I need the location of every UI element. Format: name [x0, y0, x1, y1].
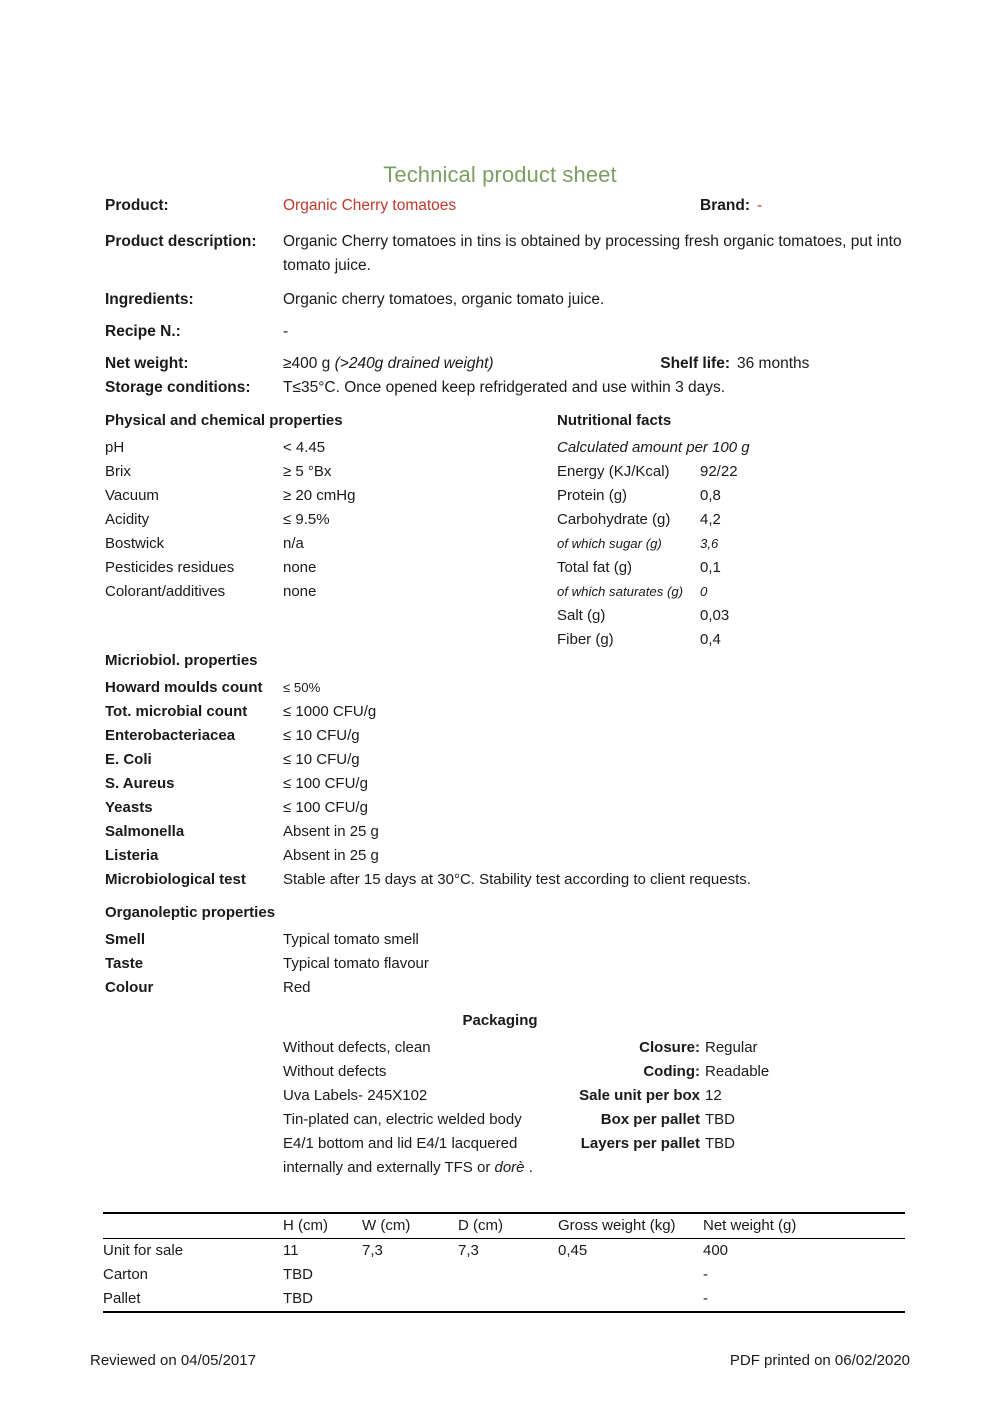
- table-row-label: Pallet: [103, 1290, 141, 1307]
- microbiological-property-row: [105, 868, 905, 892]
- packaging-right-row: [0, 1108, 735, 1132]
- microbiological-property-key: Listeria: [105, 847, 159, 864]
- nutrition-fact-key: Total fat (g): [557, 559, 633, 576]
- col-header-width: W (cm): [362, 1217, 411, 1234]
- organoleptic-property-key: Colour: [105, 979, 154, 996]
- microbiological-property-key: Microbiological test: [105, 871, 246, 888]
- footer-reviewed: Reviewed on 04/05/2017: [90, 1352, 256, 1369]
- shelf-life-value: 36 months: [737, 355, 810, 372]
- nutrition-fact-value: 0: [700, 584, 708, 599]
- packaging-right-row: [0, 1060, 770, 1084]
- product-description-label: Product description:: [105, 233, 257, 250]
- microbiological-property-row: [105, 748, 905, 772]
- table-row-label: Carton: [103, 1266, 149, 1283]
- table-cell: 0,45: [558, 1242, 588, 1259]
- packaging-right-row: [0, 1084, 722, 1108]
- packaging-right-row: [0, 1036, 758, 1060]
- microbiological-property-key: Salmonella: [105, 823, 185, 840]
- storage-value: T≤35°C. Once opened keep refridgerated and use within 3 days.: [283, 379, 726, 396]
- net-weight-note: (>240g drained weight): [334, 355, 494, 372]
- table-cell: [362, 1287, 458, 1312]
- dimensions-table-head: [103, 1213, 905, 1239]
- nutrition-fact-row: [557, 556, 917, 580]
- brand-label: Brand:: [700, 197, 750, 214]
- ingredients-label: Ingredients:: [105, 291, 194, 308]
- nutrition-fact-value: 0,8: [700, 487, 721, 504]
- physical-property-value: none: [283, 583, 317, 600]
- shelf-life-label: Shelf life:: [660, 355, 730, 372]
- physical-property-row: [105, 580, 525, 604]
- packaging-right-value: 12: [705, 1087, 722, 1104]
- packaging-left-value: internally and externally TFS or dorè .: [283, 1159, 533, 1176]
- packaging-left-value: Without defects, clean: [283, 1039, 431, 1056]
- organoleptic-property-row: [105, 928, 605, 952]
- recipe-value: -: [283, 323, 289, 340]
- microbiological-property-row: [105, 844, 905, 868]
- packaging-heading: Packaging: [462, 1012, 538, 1029]
- table-cell: TBD: [283, 1266, 313, 1283]
- col-header-gross-weight: Gross weight (kg): [558, 1217, 676, 1234]
- physical-property-value: n/a: [283, 535, 304, 552]
- packaging-right-value: TBD: [705, 1111, 735, 1128]
- packaging-left-value: Without defects: [283, 1063, 387, 1080]
- table-cell: 11: [283, 1242, 299, 1259]
- physical-property-row: [105, 460, 525, 484]
- nutrition-fact-row: [557, 580, 917, 604]
- nutritional-facts-subtitle: Calculated amount per 100 g: [557, 439, 750, 456]
- nutrition-fact-key: Protein (g): [557, 487, 628, 504]
- page-footer: [90, 1352, 910, 1369]
- microbiological-property-value: ≤ 10 CFU/g: [283, 751, 360, 768]
- packaging-right-label: Coding:: [643, 1063, 700, 1080]
- dimensions-table-body: [103, 1239, 905, 1313]
- nutrition-fact-row: [557, 508, 917, 532]
- packaging-right-list: [0, 1036, 770, 1156]
- col-header-net-weight: Net weight (g): [703, 1217, 797, 1234]
- organoleptic-properties-heading: Organoleptic properties: [105, 904, 276, 921]
- packaging-right-label: Box per pallet: [600, 1111, 700, 1128]
- physical-property-value: ≤ 9.5%: [283, 511, 330, 528]
- nutrition-fact-row: [557, 532, 917, 556]
- page-title: Technical product sheet: [383, 162, 617, 187]
- table-row: [103, 1263, 905, 1287]
- dimensions-table: [103, 1212, 905, 1313]
- microbiological-property-value: ≤ 50%: [283, 680, 321, 695]
- packaging-type-tail: .: [524, 1159, 533, 1176]
- physical-property-row: [105, 436, 525, 460]
- microbiological-property-row: [105, 772, 905, 796]
- organoleptic-properties-list: [105, 928, 605, 1000]
- nutrition-fact-value: 0,1: [700, 559, 721, 576]
- packaging-right-label: Layers per pallet: [580, 1135, 700, 1152]
- physical-property-row: [105, 532, 525, 556]
- nutrition-fact-value: 4,2: [700, 511, 721, 528]
- microbiological-property-value: Absent in 25 g: [283, 823, 379, 840]
- recipe-label: Recipe N.:: [105, 323, 181, 340]
- nutrition-fact-key: Salt (g): [557, 607, 606, 624]
- physical-property-key: Vacuum: [105, 487, 159, 504]
- col-header-height: H (cm): [283, 1217, 328, 1234]
- physical-property-value: none: [283, 559, 317, 576]
- microbiological-property-value: Stable after 15 days at 30°C. Stability test according to client requests.: [283, 871, 751, 888]
- organoleptic-property-value: Typical tomato flavour: [283, 955, 429, 972]
- microbiological-property-key: S. Aureus: [105, 775, 175, 792]
- packaging-right-label: Sale unit per box: [579, 1087, 700, 1104]
- organoleptic-property-key: Taste: [105, 955, 144, 972]
- microbiological-property-value: ≤ 100 CFU/g: [283, 799, 368, 816]
- packaging-right-value: TBD: [705, 1135, 735, 1152]
- product-row: [105, 194, 905, 217]
- nutrition-fact-key: of which sugar (g): [557, 536, 662, 551]
- physical-property-value: ≥ 20 cmHg: [283, 487, 356, 504]
- ingredients-row: [105, 288, 905, 311]
- ingredients-value: Organic cherry tomatoes, organic tomato juice.: [283, 291, 605, 308]
- physical-property-key: Pesticides residues: [105, 559, 235, 576]
- physical-property-row: [105, 484, 525, 508]
- table-row: [103, 1239, 905, 1264]
- nutrition-fact-key: Energy (KJ/Kcal): [557, 463, 670, 480]
- nutrition-fact-row: [557, 484, 917, 508]
- nutritional-facts-list: [557, 460, 917, 652]
- net-weight-row: [105, 352, 905, 375]
- packaging-right-row: [0, 1132, 735, 1156]
- brand-value: -: [757, 197, 763, 214]
- microbiological-properties-list: [105, 676, 905, 892]
- microbiological-property-key: Enterobacteriacea: [105, 727, 236, 744]
- nutrition-fact-key: Fiber (g): [557, 631, 614, 648]
- microbiological-property-value: Absent in 25 g: [283, 847, 379, 864]
- table-cell: [458, 1263, 558, 1287]
- table-cell: 7,3: [458, 1242, 479, 1259]
- nutrition-fact-key: Carbohydrate (g): [557, 511, 671, 528]
- footer-printed: PDF printed on 06/02/2020: [729, 1352, 910, 1369]
- table-header-row: [103, 1213, 905, 1239]
- packaging-right-value: Regular: [705, 1039, 758, 1056]
- physical-property-key: Colorant/additives: [105, 583, 226, 600]
- table-cell: TBD: [283, 1290, 313, 1307]
- microbiological-property-key: Howard moulds count: [105, 679, 263, 696]
- nutrition-fact-row: [557, 628, 917, 652]
- table-cell: [362, 1263, 458, 1287]
- microbiological-property-value: ≤ 1000 CFU/g: [283, 703, 377, 720]
- nutritional-facts-heading: Nutritional facts: [557, 412, 672, 429]
- physical-property-key: Brix: [105, 463, 131, 480]
- physical-property-key: pH: [105, 439, 125, 456]
- physical-property-value: < 4.45: [283, 439, 326, 456]
- packaging-right-label: Closure:: [639, 1039, 700, 1056]
- packaging-left-value: Tin-plated can, electric welded body: [283, 1111, 522, 1128]
- table-cell: [458, 1287, 558, 1312]
- table-cell: [558, 1263, 703, 1287]
- nutrition-fact-row: [557, 604, 917, 628]
- nutrition-fact-value: 3,6: [700, 536, 719, 551]
- product-value: Organic Cherry tomatoes: [283, 197, 457, 214]
- packaging-left-row: [0, 1156, 533, 1180]
- microbiological-property-row: [105, 820, 905, 844]
- table-cell: 7,3: [362, 1242, 383, 1259]
- product-description-row: [105, 230, 905, 278]
- table-row: [103, 1287, 905, 1312]
- nutrition-fact-row: [557, 460, 917, 484]
- physical-property-key: Bostwick: [105, 535, 165, 552]
- product-label: Product:: [105, 197, 169, 214]
- storage-label: Storage conditions:: [105, 379, 251, 396]
- packaging-left-value: Uva Labels- 245X102: [283, 1087, 428, 1104]
- nutrition-fact-value: 92/22: [700, 463, 738, 480]
- organoleptic-property-value: Red: [283, 979, 311, 996]
- microbiological-property-row: [105, 676, 905, 700]
- nutrition-fact-value: 0,03: [700, 607, 730, 624]
- col-header-depth: D (cm): [458, 1217, 503, 1234]
- organoleptic-property-row: [105, 976, 605, 1000]
- microbiological-property-key: E. Coli: [105, 751, 152, 768]
- organoleptic-property-value: Typical tomato smell: [283, 931, 419, 948]
- net-weight-label: Net weight:: [105, 355, 189, 372]
- table-cell: -: [703, 1290, 708, 1307]
- table-row-label: Unit for sale: [103, 1242, 184, 1259]
- packaging-right-value: Readable: [705, 1063, 770, 1080]
- recipe-row: [105, 320, 905, 343]
- microbiological-property-row: [105, 724, 905, 748]
- table-cell: [558, 1287, 703, 1312]
- storage-row: [105, 376, 905, 399]
- packaging-type-italic-term: dorè: [494, 1159, 525, 1176]
- nutrition-fact-key: of which saturates (g): [557, 584, 684, 599]
- net-weight-amount: ≥400 g: [283, 355, 331, 372]
- packaging-left-value: E4/1 bottom and lid E4/1 lacquered: [283, 1135, 518, 1152]
- microbiological-property-key: Yeasts: [105, 799, 153, 816]
- physical-property-row: [105, 556, 525, 580]
- microbiological-property-value: ≤ 100 CFU/g: [283, 775, 368, 792]
- microbiological-property-key: Tot. microbial count: [105, 703, 248, 720]
- physical-property-row: [105, 508, 525, 532]
- microbiological-property-row: [105, 700, 905, 724]
- organoleptic-property-row: [105, 952, 605, 976]
- organoleptic-property-key: Smell: [105, 931, 146, 948]
- table-cell: -: [703, 1266, 708, 1283]
- microbiological-property-row: [105, 796, 905, 820]
- physical-property-value: ≥ 5 °Bx: [283, 463, 332, 480]
- physical-properties-list: [105, 436, 525, 604]
- physical-properties-heading: Physical and chemical properties: [105, 412, 343, 429]
- product-description-value: Organic Cherry tomatoes in tins is obtained by processing fresh organic tomatoes, put into tomato juice.: [283, 233, 902, 274]
- microbiological-properties-heading: Micriobiol. properties: [105, 652, 258, 669]
- microbiological-property-value: ≤ 10 CFU/g: [283, 727, 360, 744]
- nutrition-fact-value: 0,4: [700, 631, 721, 648]
- physical-property-key: Acidity: [105, 511, 150, 528]
- table-cell: 400: [703, 1242, 729, 1259]
- col-header-item: [103, 1213, 283, 1239]
